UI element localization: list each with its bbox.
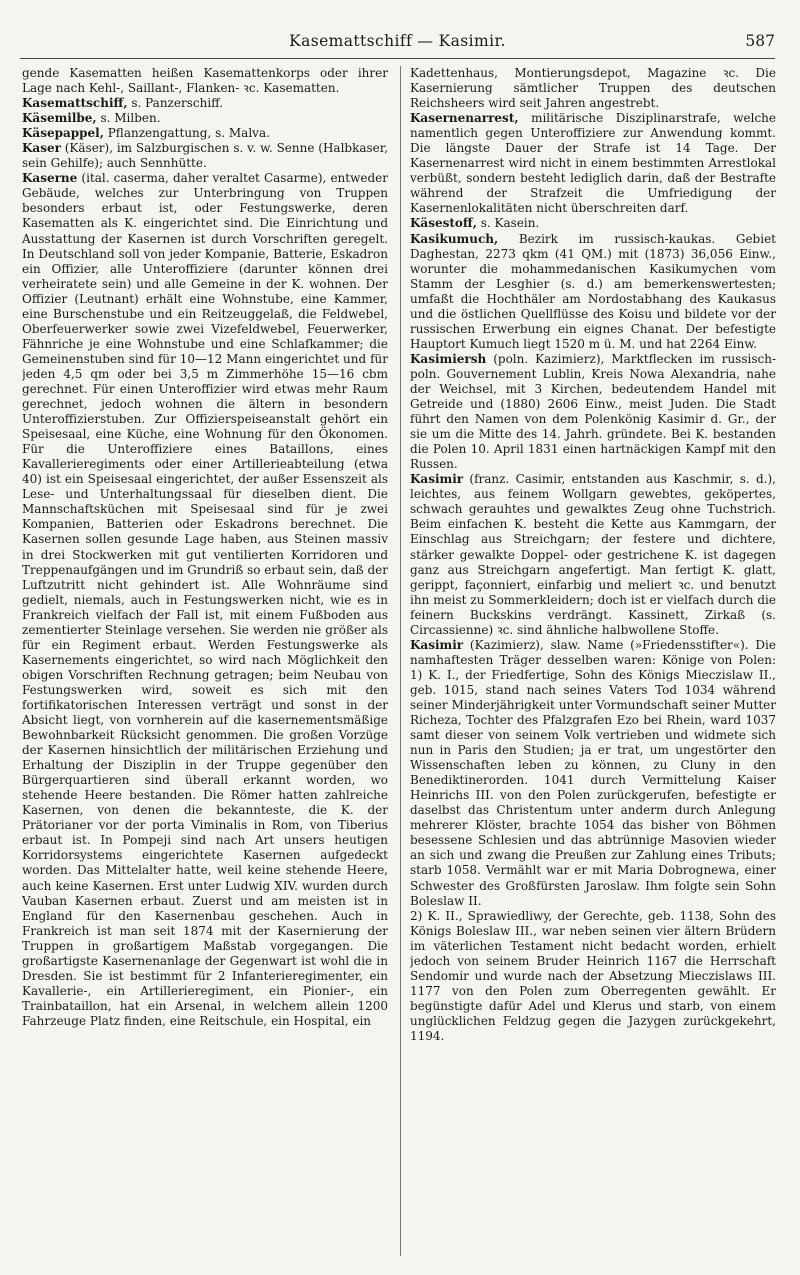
entry <box>410 472 776 638</box>
entry-text: Kadettenhaus, Montierungsdepot, Magazine ꝛc. Die Kasernierung sämtlicher Truppen des deutschen Reichsheers wird seit Jahren angestrebt. <box>410 66 776 111</box>
header-rule <box>20 58 775 59</box>
entry-text: s. Milben. <box>96 111 161 126</box>
entry-lemma: Käsemilbe, <box>22 111 97 126</box>
column-divider <box>400 66 401 1256</box>
entry <box>410 232 776 352</box>
entry-lemma: Kasemattschiff, <box>22 96 128 111</box>
entry-text: (Kazimierz), slaw. Name (»Friedensstifter«). Die namhaftesten Träger desselben waren: Könige von Polen: 1) K. I., der Friedfertige, Sohn des Königs Mieczislaw II., geb. 1015, stand nach seines Vaters Tod 1034 während seiner Minderjährigkeit unter Vormundschaft seiner Mutter Richeza, Tochter des Pfalzgrafen Ezo bei Rhein, ward 1037 samt dieser von seinem Volk vertrieben und widmete sich nun in Paris den Studien; ja er trat, um ungestörter den Wissenschaften leben zu können, zu Cluny in den Benediktinerorden. 1041 durch Vermittelung Kaiser Heinrichs III. von den Polen zurückgerufen, befestigte er daselbst das Christentum unter anderm durch Anlegung mehrerer Klöster, brachte 1054 das bisher von Böhmen besessene Schlesien und das abtrünnige Masovien wieder an sich und zwang die Preußen zur Zahlung eines Tributs; starb 1058. Vermählt war er mit Maria Dobrognewa, einer Schwester des Großfürsten Jaroslaw. Ihm folgte sein Sohn Boleslaw II. <box>410 637 776 908</box>
entry-text: s. Kasein. <box>476 216 540 231</box>
entry <box>410 216 776 231</box>
entry-lemma: Kasimir <box>410 472 464 487</box>
entry-lemma: Kaserne <box>22 171 78 186</box>
entry <box>22 111 388 126</box>
entry-text: (ital. caserma, daher veraltet Casarme), entweder Gebäude, welches zur Unterbringung von Truppen besonders erbaut ist, oder Festungswerke, deren Kasematten als K. eingerichtet sind. Die Einrichtung und Ausstattung der Kasernen ist durch Vorschriften geregelt. In Deutschland soll von jeder Kompanie, Batterie, Eskadron ein Offizier, alle Unteroffiziere (darunter können drei verheiratete sein) und alle Gemeine in der K. wohnen. Der Offizier (Leutnant) erhält eine Wohnstube, eine Kammer, eine Burschenstube und ein Reitzeuggelaß, die Feldwebel, Oberfeuerwerker sowie zwei Vizefeldwebel, Feuerwerker, Fähnriche je eine Wohnstube und eine Schlafkammer; die Gemeinenstuben sind für 10—12 Mann eingerichtet und für jeden 4,5 qm oder bei 3,5 m Zimmerhöhe 15—16 cbm gerechnet. Für einen Unteroffizier wird etwas mehr Raum gerechnet, jedoch wohnen die ältern in besondern Unteroffizierstuben. Zur Offizierspeiseanstalt gehört ein Speisesaal, eine Küche, eine Wohnung für den Ökonomen. Für die Unteroffiziere eines Bataillons, eines Kavallerieregiments oder einer Artillerieabteilung (etwa 40) ist ein Speisesaal eingerichtet, der außer Essenszeit als Lese- und Unterhaltungssaal für dieselben dient. Die Mannschaftsküchen mit Speisesaal sind für je zwei Kompanien, Batterien oder Eskadrons berechnet. Die Kasernen sollen gesunde Lage haben, aus Steinen massiv in drei Stockwerken mit gut ventilierten Korridoren und Treppenaufgängen und im Grundriß so erbaut sein, daß der Luftzutritt nicht gehindert ist. Alle Wohnräume sind gedielt, niemals, auch in Festungswerken nicht, wie es in Frankreich vielfach der Fall ist, mit einem Fußboden aus zementierter Steinlage versehen. Sie werden nie größer als für ein Regiment erbaut. Werden Festungswerke als Kasernements eingerichtet, so wird nach Möglichkeit den obigen Vorschriften Rechnung getragen; beim Neubau von Festungswerken wird, soweit es sich mit den fortifikatorischen Interessen verträgt und sonst in der Absicht liegt, von vornherein auf die kasernementsmäßige Bewohnbarkeit Rücksicht genommen. Die großen Vorzüge der Kasernen hinsichtlich der militärischen Erziehung und Erhaltung der Disziplin in der Truppe gegenüber den Bürgerquartieren sind überall erkannt worden, wo stehende Heere bestanden. Die Römer hatten zahlreiche Kasernen, von denen die bekannteste, die K. der Prätorianer vor der porta Viminalis in Rom, von Tiberius erbaut ist. In Pompeji sind nach Art unsers heutigen Korridorsystems eingerichtete Kasernen aufgedeckt worden. Das Mittelalter hatte, weil keine stehende Heere, auch keine Kasernen. Erst unter Ludwig XIV. wurden durch Vauban Kasernen erbaut. Zuerst und am meisten ist in England für den Kasernenbau geschehen. Auch in Frankreich ist man seit 1874 mit der Kasernierung der Truppen in großartigem Maßstab vorgegangen. Die großartigste Kasernenanlage der Gegenwart ist wohl die in Dresden. Sie ist bestimmt für 2 Infanterieregimenter, ein Kavallerie-, ein Artillerieregiment, ein Pionier-, ein Trainbataillon, hat ein Arsenal, in welchem allein 1200 Fahrzeuge Platz finden, eine Reitschule, ein Hospital, ein <box>22 171 388 1028</box>
entry <box>410 638 776 909</box>
entry-text: (franz. Casimir, entstanden aus Kaschmir, s. d.), leichtes, aus feinem Wollgarn gewebtes, geköpertes, schwach gerauhtes und gewalktes Zeug ohne Tuchstrich. Beim einfachen K. besteht die Kette aus Kammgarn, der Einschlag aus Streichgarn; der festere und dichtere, stärker gewalkte Doppel- oder gestrichene K. ist dagegen ganz aus Streichgarn angefertigt. Man fertigt K. glatt, gerippt, façonniert, einfarbig und meliert ꝛc. und benutzt ihn meist zu Sommerkleidern; doch ist er vielfach durch die feinern Buckskins verdrängt. Kassinett, Zirkaß (s. Circassienne) ꝛc. sind ähnliche halbwollene Stoffe. <box>410 472 776 637</box>
entry <box>22 141 388 171</box>
left-column <box>22 66 388 1258</box>
entry-lemma: Kasimir <box>410 637 464 652</box>
entry-text: Pflanzengattung, s. Malva. <box>103 126 270 141</box>
entry-lemma: Kaser <box>22 141 61 156</box>
entry-lemma: Kasernenarrest, <box>410 111 519 126</box>
entry-lemma: Kasikumuch, <box>410 231 499 246</box>
entry-lemma: Kasimiersh <box>410 351 487 366</box>
entry-lemma: Käsepappel, <box>22 126 104 141</box>
page-number: 587 <box>745 32 775 50</box>
entry-text: s. Panzerschiff. <box>127 96 224 111</box>
entry-lemma: Käsestoff, <box>410 216 477 231</box>
entry <box>410 66 776 111</box>
entry-text: militärische Disziplinarstrafe, welche namentlich gegen Unteroffiziere zur Anwendung kommt. Die längste Dauer der Strafe ist 14 Tage. Der Kasernenarrest wird nicht in einem bestimmten Arrestlokal verbüßt, sondern besteht lediglich darin, daß der Bestrafte während der Strafzeit die Umfriedigung der Kasernenlokalitäten nicht überschreiten darf. <box>410 111 776 216</box>
page-title: Kasemattschiff — Kasimir. <box>289 32 506 50</box>
right-column <box>410 66 776 1258</box>
entry <box>22 171 388 1029</box>
entry <box>22 96 388 111</box>
entry-text: 2) K. II., Sprawiedliwy, der Gerechte, geb. 1138, Sohn des Königs Boleslaw III., war neben seinen vier ältern Brüdern im väterlichen Testament nicht bedacht worden, erhielt jedoch von seinem Bruder Heinrich 1167 die Herrschaft Sendomir und wurde nach der Absetzung Mieczislaws III. 1177 von den Polen zum Oberregenten gewählt. Er begünstigte dafür Adel und Klerus und starb, von einem unglücklichen Feldzug gegen die Jazygen zurückgekehrt, 1194. <box>410 908 776 1043</box>
entry <box>410 111 776 216</box>
entry-text: (Käser), im Salzburgischen s. v. w. Senne (Halbkaser, sein Gehilfe); auch Sennhütte. <box>22 141 388 171</box>
entry-text: (poln. Kazimierz), Marktflecken im russisch-poln. Gouvernement Lublin, Kreis Nowa Alexandria, nahe der Weichsel, mit 3 Kirchen, bedeutendem Handel mit Getreide und (1880) 2606 Einw., meist Juden. Die Stadt führt den Namen von dem Polenkönig Kasimir d. Gr., der sie um die Mitte des 14. Jahrh. gründete. Bei K. bestanden die Polen 10. April 1831 einen hartnäckigen Kampf mit den Russen. <box>410 351 776 472</box>
entry <box>22 66 388 96</box>
entry-text: gende Kasematten heißen Kasemattenkorps oder ihrer Lage nach Kehl-, Saillant-, Flanken- ꝛc. Kasematten. <box>22 66 388 96</box>
running-header <box>20 32 775 56</box>
entry-text: Bezirk im russisch-kaukas. Gebiet Daghestan, 2273 qkm (41 QM.) mit (1873) 36,056 Einw., worunter die mohammedanischen Kasikumychen vom Stamm der Lesghier (s. d.) am bemerkenswertesten; umfaßt die Hochthäler am Nordostabhang des Kaukasus und die östlichen Quellflüsse des Koisu und bildete vor der russischen Erwerbung ein eignes Chanat. Der befestigte Hauptort Kumuch liegt 1520 m ü. M. und hat 2264 Einw. <box>410 231 776 351</box>
entry <box>22 126 388 141</box>
entry <box>410 909 776 1044</box>
entry <box>410 352 776 472</box>
